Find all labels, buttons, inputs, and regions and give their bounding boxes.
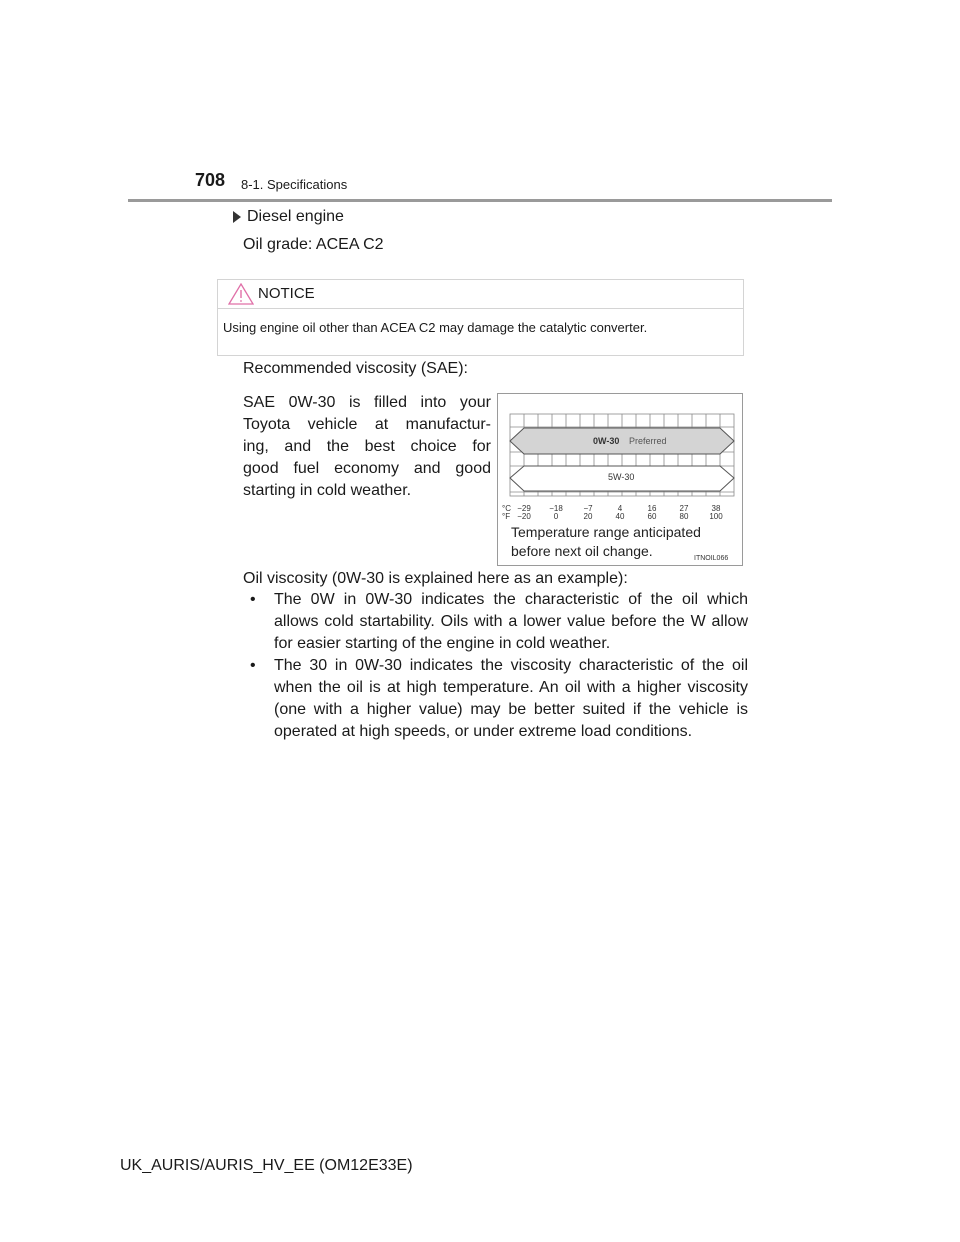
bullet-text [274,589,748,655]
section-title: 8-1. Specifications [241,177,348,192]
fahrenheit-unit: °F [502,512,511,521]
sae-paragraph [243,392,491,502]
bullet-line: The 30 in 0W-30 indicates the viscosity characteristic of the oil [274,657,748,674]
warning-triangle-icon [228,283,254,305]
bullet-item [250,655,750,743]
triangle-bullet-icon [233,211,241,223]
bar-0w30 [510,428,734,454]
notice-text: Using engine oil other than ACEA C2 may damage the catalytic converter. [223,320,648,335]
viscosity-chart [497,393,743,566]
page-number: 708 [195,170,226,190]
sae-line: SAE 0W-30 is filled into your [243,394,491,411]
fahrenheit-tick: 80 [679,512,689,521]
bullet-line: The 0W in 0W-30 indicates the characteristic of the oil which [274,591,748,608]
sae-line: starting in cold weather. [243,482,412,499]
celsius-tick: 27 [679,504,689,513]
notice-title: NOTICE [258,285,315,302]
fahrenheit-tick: 100 [709,512,723,521]
oil-grade: Oil grade: ACEA C2 [243,236,384,253]
bullet-text [274,655,748,743]
celsius-tick: 38 [711,504,721,513]
celsius-tick: −29 [517,504,531,513]
bullet-line: when the oil is at high temperature. An oil with a higher viscosity [274,679,748,696]
notice-box [217,279,744,356]
bullet-line: allows cold startability. Oils with a lower value before the W allow [274,613,748,630]
fahrenheit-tick: 20 [583,512,593,521]
sae-line: ing, and the best choice for [243,438,491,455]
fahrenheit-tick: 0 [553,512,559,521]
footer-doc-code: UK_AURIS/AURIS_HV_EE (OM12E33E) [120,1157,413,1174]
fahrenheit-tick: 40 [615,512,625,521]
celsius-unit: °C [502,504,511,513]
explain-heading: Oil viscosity (0W-30 is explained here as an example): [243,570,628,587]
bar-0w30-label: 0W-30 [593,436,620,446]
fahrenheit-tick: −20 [517,512,531,521]
header-divider [128,199,832,202]
sae-line: good fuel economy and good [243,460,491,477]
viscosity-chart-graphic [498,394,742,565]
bar-0w30-note: Preferred [629,436,667,446]
bullet-line: operated at high speeds, or under extreme load conditions. [274,723,693,740]
sae-line: Toyota vehicle at manufactur- [243,416,491,433]
bullet-line: (one with a higher value) may be better suited if the vehicle is [274,701,748,718]
bullet-line: for easier starting of the engine in cold weather. [274,635,611,652]
celsius-tick: −18 [549,504,563,513]
fahrenheit-tick: 60 [647,512,657,521]
caption-line-2: before next oil change. [511,543,653,559]
caption-line-1: Temperature range anticipated [511,524,701,540]
celsius-tick: 16 [647,504,657,513]
bullet-mark: • [250,657,256,674]
bar-5w30-label: 5W-30 [608,472,635,482]
recommended-viscosity-label: Recommended viscosity (SAE): [243,360,468,377]
image-code: ITNOIL066 [694,555,729,562]
bullet-item [250,589,750,655]
notice-header [218,280,743,309]
celsius-tick: 4 [617,504,623,513]
bullet-mark: • [250,591,256,608]
celsius-tick: −7 [583,504,593,513]
engine-heading-text: Diesel engine [247,208,344,225]
engine-heading [233,208,344,226]
